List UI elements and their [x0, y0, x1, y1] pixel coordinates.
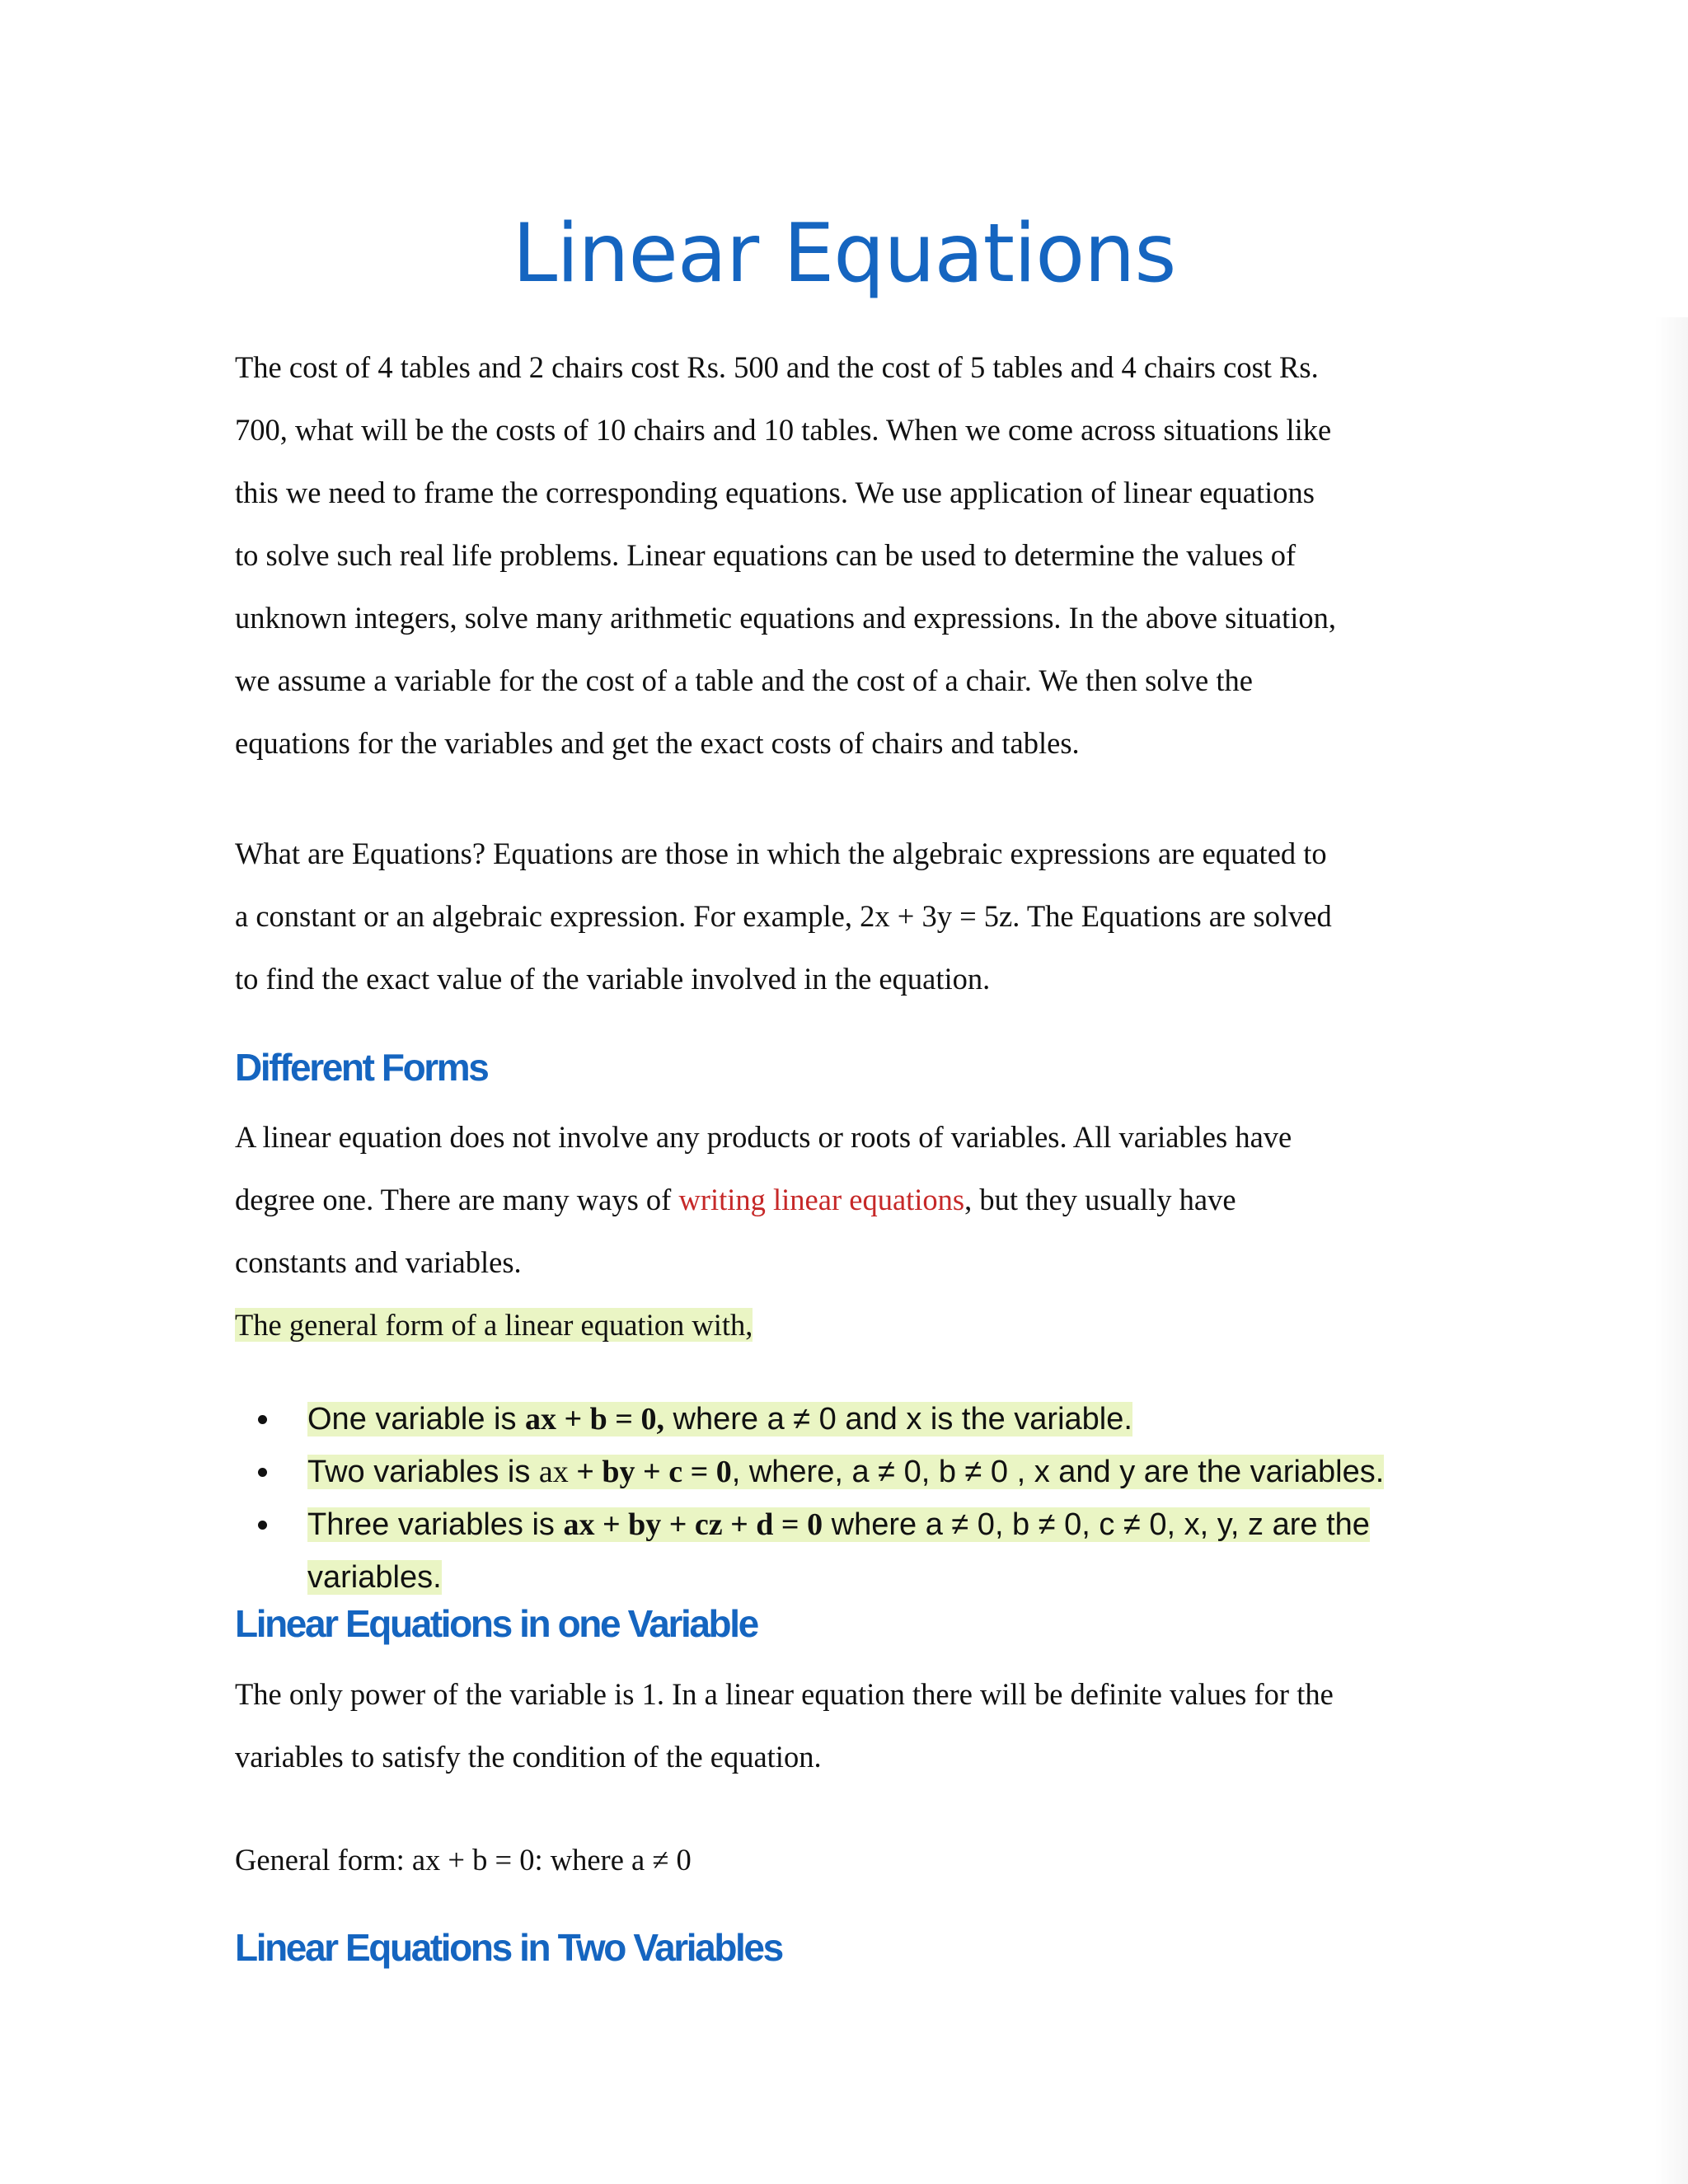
text-line: this we need to frame the corresponding equations. We use application of linear equations	[235, 476, 1315, 509]
text-fragment: where a ≠ 0, b ≠ 0, c ≠ 0, x, y, z are the	[823, 1507, 1370, 1542]
text-line: A linear equation does not involve any products or roots of variables. All variables have	[235, 1120, 1292, 1154]
bullet-text	[307, 1402, 1132, 1436]
bullet-icon	[258, 1468, 267, 1477]
bullet-text-continued: variables.	[307, 1560, 442, 1595]
intro-paragraph	[235, 336, 1471, 775]
list-item	[235, 1498, 1471, 1604]
text-fragment: Three variables is	[307, 1507, 564, 1542]
text-line	[235, 1294, 1471, 1357]
forms-bullet-list	[235, 1393, 1471, 1604]
text-line: a constant or an algebraic expression. For example, 2x + 3y = 5z. The Equations are solved	[235, 899, 1332, 933]
writing-linear-equations-link[interactable]: writing linear equations	[678, 1183, 965, 1216]
text-fragment: One variable is	[307, 1402, 526, 1436]
list-item	[235, 1393, 1471, 1446]
equation: ax + by + cz + d = 0	[563, 1507, 823, 1542]
equation: ax	[538, 1455, 569, 1489]
page-edge-shadow	[1655, 317, 1688, 2184]
general-form-line	[235, 1829, 1471, 1891]
equation: + by + c = 0	[568, 1455, 732, 1489]
text-line: to solve such real life problems. Linear equations can be used to determine the values of	[235, 538, 1296, 572]
general-form-highlight: The general form of a linear equation with,	[235, 1308, 753, 1342]
bullet-text	[307, 1507, 1370, 1542]
heading-two-variables: Linear Equations in Two Variables	[235, 1926, 782, 1969]
text-fragment: , where, a ≠ 0, b ≠ 0 , x and y are the variables.	[731, 1455, 1385, 1489]
text-fragment: , but they usually have	[964, 1183, 1236, 1216]
heading-one-variable: Linear Equations in one Variable	[235, 1602, 757, 1645]
text-line	[235, 1169, 1471, 1231]
list-item	[235, 1446, 1471, 1498]
equation: ax + b = 0,	[525, 1402, 664, 1436]
text-line: General form: ax + b = 0: where a ≠ 0	[235, 1843, 692, 1877]
text-line: variables to satisfy the condition of the equation.	[235, 1740, 822, 1774]
text-line: we assume a variable for the cost of a table and the cost of a chair. We then solve the	[235, 663, 1253, 697]
text-line: to find the exact value of the variable involved in the equation.	[235, 962, 991, 996]
text-line: The only power of the variable is 1. In a linear equation there will be definite values for the	[235, 1677, 1334, 1711]
bullet-icon	[258, 1521, 267, 1530]
text-line: What are Equations? Equations are those in which the algebraic expressions are equated to	[235, 837, 1327, 870]
text-fragment: degree one. There are many ways of	[235, 1183, 679, 1216]
text-line: The cost of 4 tables and 2 chairs cost Rs. 500 and the cost of 5 tables and 4 chairs cost Rs.	[235, 350, 1319, 384]
one-variable-paragraph	[235, 1663, 1471, 1788]
equations-paragraph	[235, 823, 1471, 1010]
bullet-text	[307, 1455, 1384, 1489]
text-line: 700, what will be the costs of 10 chairs and 10 tables. When we come across situations like	[235, 413, 1332, 447]
bullet-icon	[258, 1415, 267, 1424]
text-line: equations for the variables and get the exact costs of chairs and tables.	[235, 726, 1080, 760]
different-forms-paragraph	[235, 1106, 1471, 1357]
page-title: Linear Equations	[512, 207, 1176, 301]
heading-different-forms: Different Forms	[235, 1046, 488, 1089]
text-line: constants and variables.	[235, 1245, 522, 1279]
text-fragment: where a ≠ 0 and x is the variable.	[663, 1402, 1132, 1436]
text-fragment: Two variables is	[307, 1455, 539, 1489]
text-line: unknown integers, solve many arithmetic equations and expressions. In the above situation,	[235, 601, 1337, 635]
